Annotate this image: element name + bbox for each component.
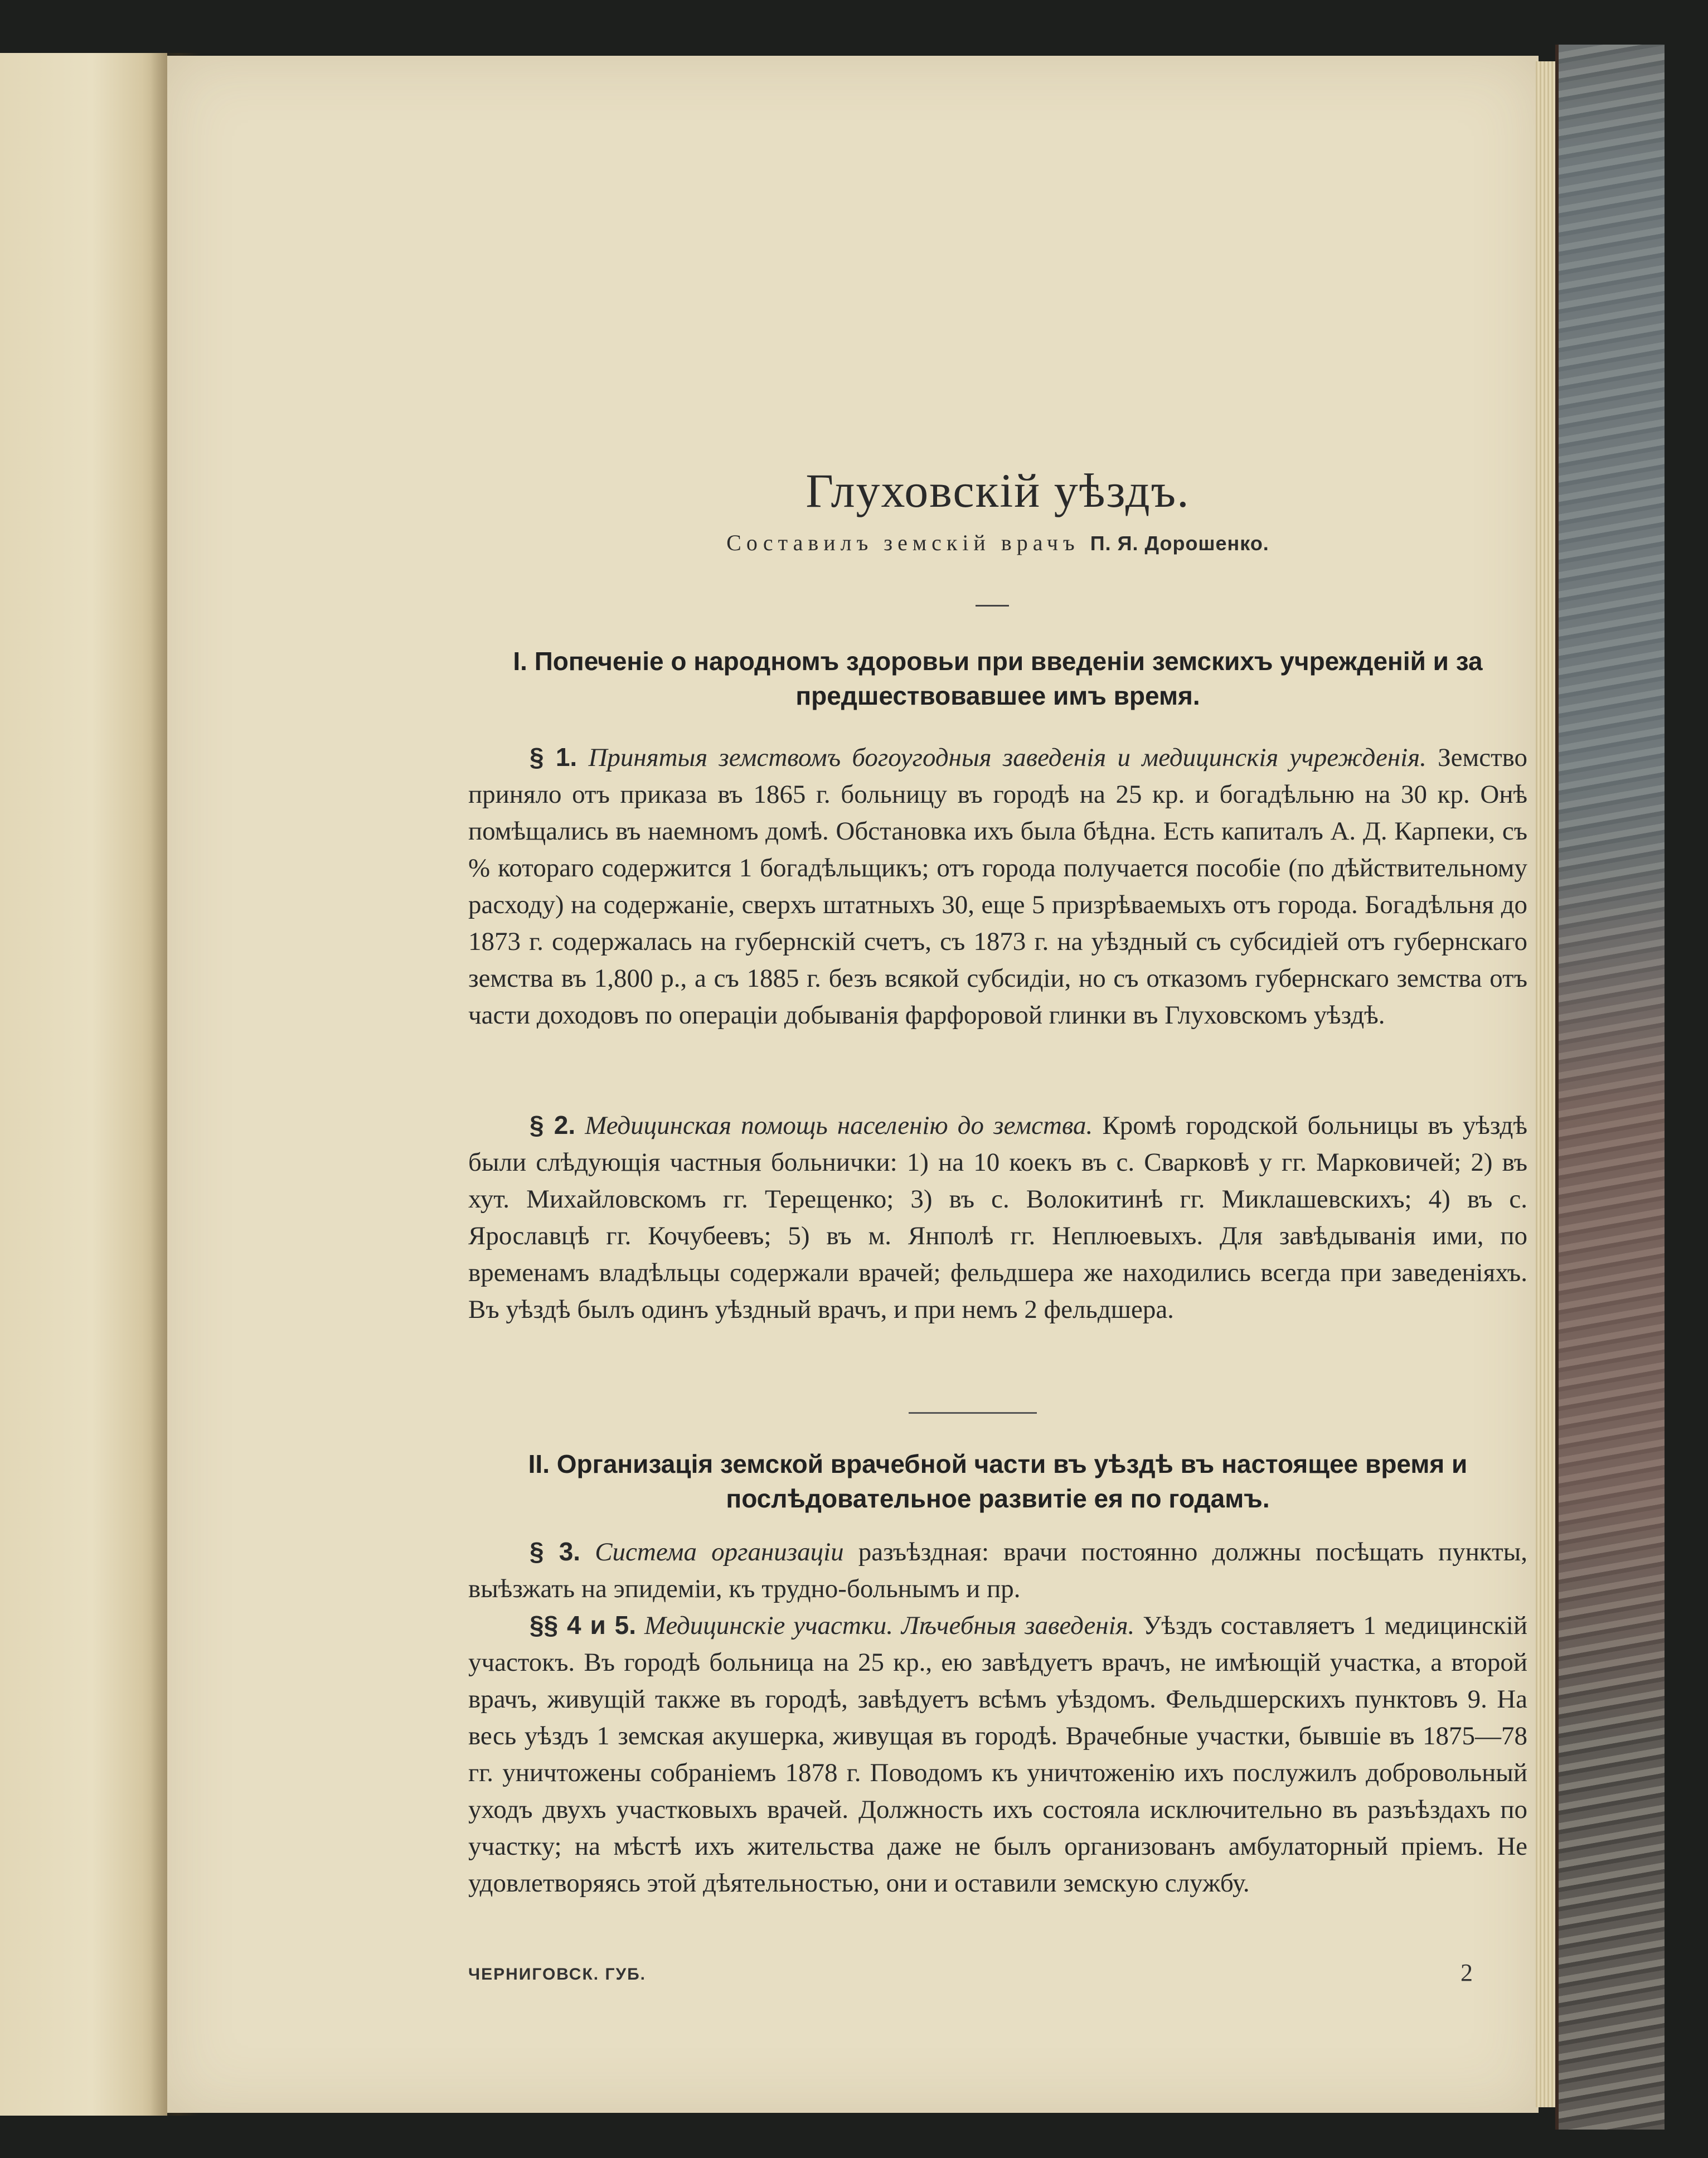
page-title: Глуховскій уѣздъ. (806, 464, 1190, 517)
paragraph-4-number: §§ 4 и 5. (530, 1611, 636, 1640)
section-2-heading-line-1: II. Организація земской врачебной части въ уѣздѣ въ настоящее время и (528, 1449, 1468, 1478)
page-number: 2 (1460, 1959, 1473, 1986)
paragraph-2 (468, 1107, 1527, 1328)
paragraph-4-title: Медицинскіе участки. Лѣчебныя заведенія. (644, 1611, 1135, 1640)
paragraph-4 (468, 1607, 1527, 1902)
paragraph-4-text: Уѣздъ составляетъ 1 медицинскій участокъ. Въ городѣ больница на 25 кр., ею завѣдуетъ врачъ, не имѣющій участка, а второй врачъ, живущій также въ городѣ, завѣдуетъ всѣмъ уѣздомъ. Фельдшерскихъ пунктовъ 9. На весь уѣздъ 1 земская акушерка, живущая въ городѣ. Врачебные участки, бывшіе въ 1875—78 гг. уничтожены собраніемъ 1878 г. Поводомъ къ уничтоженію ихъ послужилъ добровольный уходъ двухъ участковыхъ врачей. Должность ихъ состояла исключительно въ разъѣздахъ по участку; на мѣстѣ ихъ жительства даже не былъ организованъ амбулаторный пріемъ. Не удовлетворяясь этой дѣятельностью, они и оставили земскую службу. (468, 1611, 1528, 1898)
paragraph-1-text: Земство приняло отъ приказа въ 1865 г. больницу въ городѣ на 25 кр. и богадѣльню на 30 кр. Онѣ помѣщались въ наемномъ домѣ. Обстановка ихъ была бѣдна. Есть капиталъ А. Д. Карпеки, съ % котораго содержится 1 богадѣльщикъ; отъ города получается пособіе (по дѣйствительному расходу) на содержаніе, сверхъ штатныхъ 30, еще 5 призрѣваемыхъ отъ города. Богадѣльня до 1873 г. содержалась на губернскій счетъ, съ 1873 г. на уѣздный съ субсидіей отъ губернскаго земства въ 1,800 р., а съ 1885 г. безъ всякой субсидіи, но съ отказомъ губернскаго земства отъ части доходовъ по операціи добыванія фарфоровой глинки въ Глуховскомъ уѣздѣ. (468, 743, 1528, 1030)
paragraph-2-number: § 2. (530, 1110, 576, 1139)
marbled-cover (1555, 45, 1665, 2130)
author-name: П. Я. Дорошенко. (1090, 532, 1269, 555)
byline-prefix: Составилъ земскій врачъ (726, 530, 1080, 555)
paragraph-2-title: Медицинская помощь населенію до земства. (585, 1111, 1093, 1140)
paragraph-2-text: Кромѣ городской больницы въ уѣздѣ были слѣдующія частныя больнички: 1) на 10 коекъ въ с. Сварковѣ у гг. Марковичей; 2) въ хут. Михайловскомъ гг. Терещенко; 3) въ с. Волокитинѣ гг. Миклашевскихъ; 4) въ с. Ярославцѣ гг. Кочубеевъ; 5) въ м. Янполѣ гг. Неплюевыхъ. Для завѣдыванія ими, по временамъ владѣльцы содержали врачей; фельдшера же находились всегда при заведеніяхъ. Въ уѣздѣ былъ одинъ уѣздный врачъ, и при немъ 2 фельдшера. (468, 1111, 1527, 1324)
paragraph-3-number: § 3. (530, 1537, 581, 1566)
section-1-heading-line-1: I. Попеченіе о народномъ здоровьи при введеніи земскихъ учрежденій и за (513, 647, 1483, 676)
section-2-heading (468, 1447, 1527, 1516)
title-divider (976, 605, 1009, 607)
section-1-heading (468, 644, 1527, 713)
section-divider (909, 1412, 1037, 1414)
paragraph-1-number: § 1. (530, 743, 578, 772)
paragraph-3-title: Система организаціи (595, 1538, 844, 1567)
book-page (167, 56, 1539, 2113)
paragraph-3-text: разъѣздная: врачи постоянно должны посѣщать пункты, выѣзжать на эпидеміи, къ трудно-больнымъ и пр. (468, 1538, 1528, 1603)
signature-mark: ЧЕРНИГОВСК. ГУБ. (468, 1965, 647, 1984)
paragraph-1-title: Принятыя земствомъ богоугодныя заведенія и медицинскія учрежденія. (588, 743, 1426, 772)
paragraph-1 (468, 739, 1527, 1034)
section-2-heading-line-2: послѣдовательное развитіе ея по годамъ. (726, 1484, 1270, 1513)
paragraph-3 (468, 1533, 1527, 1607)
section-1-heading-line-2: предшествовавшее имъ время. (795, 681, 1200, 710)
page-edges (1536, 61, 1558, 2107)
author-byline (468, 530, 1527, 556)
facing-page (0, 53, 167, 2116)
